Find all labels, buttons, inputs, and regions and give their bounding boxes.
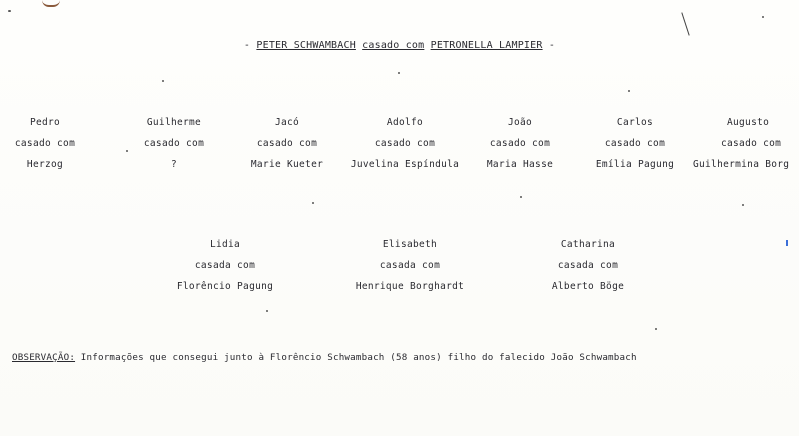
spouse-name: Guilhermina Borg: [693, 159, 790, 170]
spouse-name: Juvelina Espíndula: [350, 159, 460, 170]
title-dash-right: -: [548, 40, 556, 51]
child-name: João: [507, 117, 533, 128]
child-entry: [693, 112, 799, 175]
child-entry: [487, 112, 553, 175]
spouse-name: Marie Kueter: [250, 159, 324, 170]
blue-mark: [786, 240, 788, 246]
child-name: Augusto: [727, 117, 770, 128]
child-name: Adolfo: [386, 117, 424, 128]
spouse-name: Henrique Borghardt: [355, 281, 465, 292]
marital-status: casada com: [557, 260, 619, 271]
child-entry: [177, 234, 273, 297]
spouse-name: ?: [170, 159, 178, 170]
child-entry: [351, 112, 459, 175]
child-entry: [356, 234, 464, 297]
speck: [266, 310, 268, 312]
document-title: [0, 40, 799, 51]
marital-status: casado com: [14, 138, 76, 149]
speck: [8, 10, 11, 12]
child-name: Guilherme: [146, 117, 202, 128]
observation-label: OBSERVAÇÃO:: [12, 352, 76, 363]
speck: [762, 16, 764, 18]
marital-status: casado com: [489, 138, 551, 149]
child-entry: [251, 112, 323, 175]
marital-status: casado com: [256, 138, 318, 149]
child-name: Carlos: [616, 117, 654, 128]
title-husband: PETER SCHWAMBACH: [256, 40, 356, 51]
marital-status: casado com: [721, 138, 782, 149]
marital-status: casado com: [143, 138, 205, 149]
pen-stroke: [681, 12, 689, 35]
marital-status: casado com: [374, 138, 436, 149]
spouse-name: Herzog: [26, 159, 64, 170]
child-entry: [144, 112, 204, 175]
speck: [655, 328, 657, 330]
title-wife: PETRONELLA LAMPIER: [430, 40, 543, 51]
ink-mark: [42, 0, 60, 7]
child-entry: [596, 112, 674, 175]
spouse-name: Maria Hasse: [486, 159, 554, 170]
child-entry: [552, 234, 624, 297]
spouse-name: Emília Pagung: [595, 159, 675, 170]
marital-status: casada com: [379, 260, 441, 271]
child-name: Pedro: [29, 117, 61, 128]
child-name: Catharina: [560, 239, 616, 250]
speck: [628, 90, 630, 92]
observation-note: [12, 352, 637, 363]
child-name: Lidia: [209, 239, 241, 250]
marital-status: casado com: [604, 138, 666, 149]
spouse-name: Alberto Böge: [551, 281, 625, 292]
child-entry: [15, 112, 75, 175]
observation-text: Informações que consegui junto à Florêncio Schwambach (58 anos) filho do falecido João Schwambach: [75, 352, 637, 363]
speck: [126, 150, 128, 152]
speck: [162, 80, 164, 82]
title-dash-left: -: [243, 40, 251, 51]
child-name: Elisabeth: [382, 239, 438, 250]
marital-status: casada com: [194, 260, 256, 271]
title-connector: casado com: [362, 40, 425, 51]
child-name: Jacó: [274, 117, 300, 128]
speck: [742, 204, 744, 206]
spouse-name: Florêncio Pagung: [176, 281, 274, 292]
speck: [312, 202, 314, 204]
speck: [520, 196, 522, 198]
speck: [398, 72, 400, 74]
